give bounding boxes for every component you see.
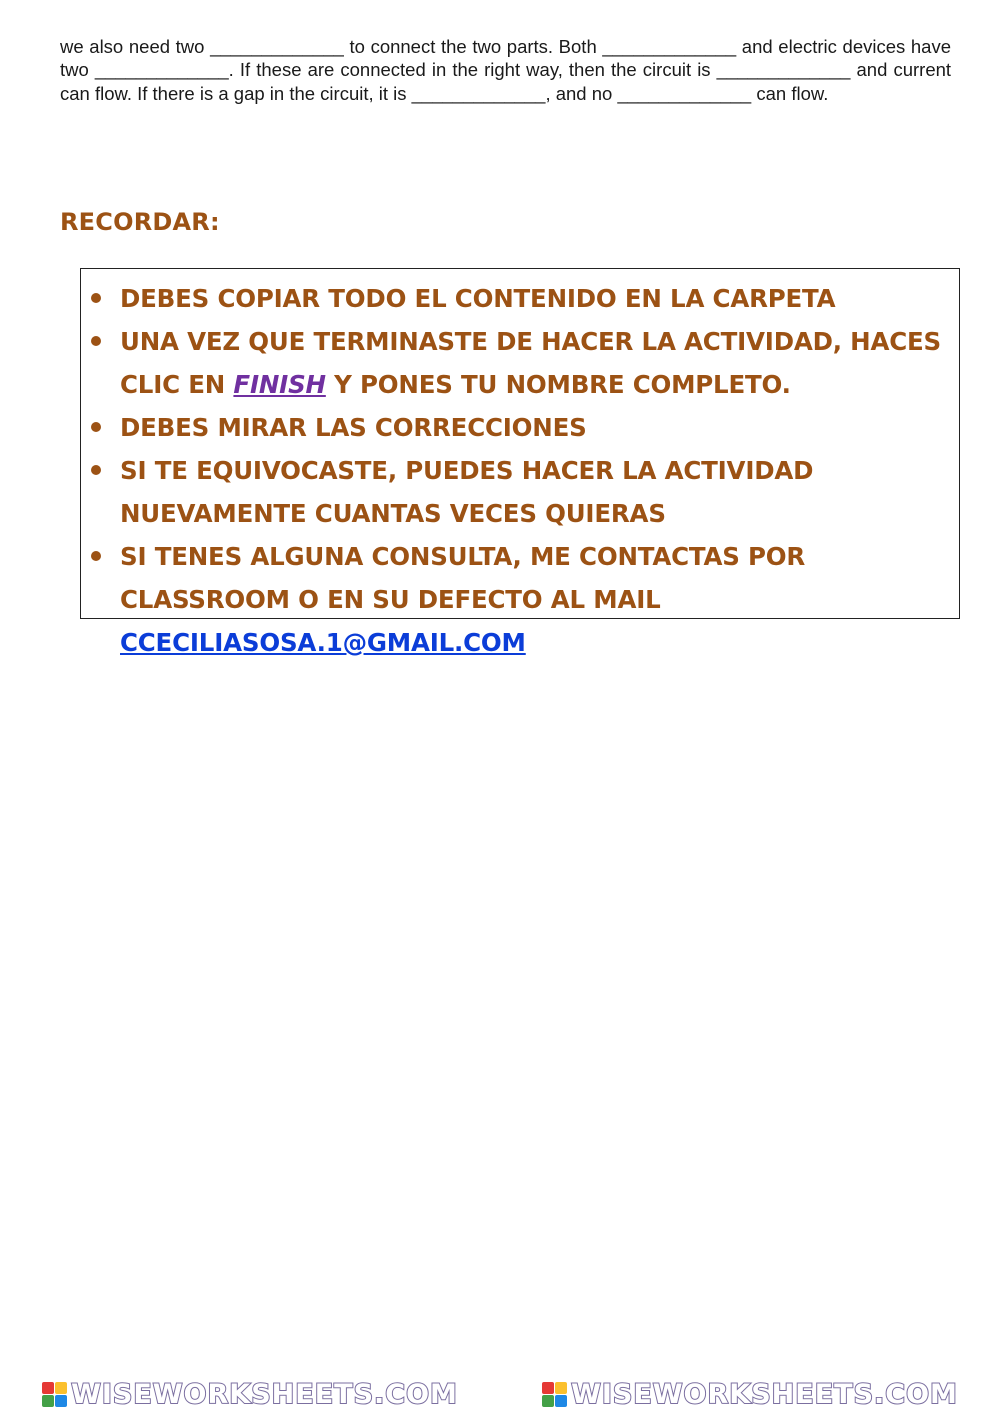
paragraph-text: and current can flow. If there is a gap in the circuit, it is xyxy=(60,59,952,104)
paragraph-text: we also need two xyxy=(60,36,205,57)
reminder-list xyxy=(81,277,949,664)
fill-in-paragraph xyxy=(60,35,951,105)
footer-watermark xyxy=(0,1376,1000,1413)
blank-4[interactable]: _____________ xyxy=(716,59,851,81)
wise-logo-icon xyxy=(42,1382,67,1407)
wise-logo-icon xyxy=(542,1382,567,1407)
blank-6[interactable]: _____________ xyxy=(617,82,752,104)
reminder-box xyxy=(80,268,960,657)
bullet-icon xyxy=(91,422,101,432)
bullet-icon xyxy=(91,551,101,561)
brand-logo xyxy=(542,1379,958,1410)
brand-text: WISEWORKSHEETS.COM xyxy=(71,1379,458,1410)
bullet-icon xyxy=(91,336,101,346)
email-link[interactable]: CCECILIASOSA.1@GMAIL.COM xyxy=(120,628,526,657)
reminder-text: Y PONES TU NOMBRE COMPLETO. xyxy=(334,370,791,399)
paragraph-text: and electric devices have two xyxy=(60,36,952,81)
brand-text: WISEWORKSHEETS.COM xyxy=(571,1379,958,1410)
reminder-item xyxy=(81,406,949,449)
reminder-text: UNA VEZ QUE TERMINASTE DE HACER LA ACTIVIDAD, HACES CLIC EN xyxy=(120,327,941,399)
paragraph-text: . If these are connected in the right way, then the circuit is xyxy=(228,59,711,81)
brand-logo xyxy=(42,1379,458,1410)
bullet-icon xyxy=(91,465,101,475)
reminder-text: DEBES COPIAR TODO EL CONTENIDO EN LA CARPETA xyxy=(120,284,836,313)
reminder-item xyxy=(81,320,949,406)
reminder-text: SI TE EQUIVOCASTE, PUEDES HACER LA ACTIVIDAD NUEVAMENTE CUANTAS VECES QUIERAS xyxy=(120,456,814,528)
blank-2[interactable]: _____________ xyxy=(602,36,737,57)
finish-link[interactable]: FINISH xyxy=(233,370,326,399)
paragraph-text: , and no xyxy=(545,82,613,104)
reminder-item xyxy=(81,277,949,320)
paragraph-text: to connect the two parts. Both xyxy=(349,36,597,57)
reminder-heading: RECORDAR: xyxy=(60,208,220,236)
bullet-icon xyxy=(91,293,101,303)
reminder-text: SI TENES ALGUNA CONSULTA, ME CONTACTAS POR CLASSROOM O EN SU DEFECTO AL MAIL xyxy=(120,542,806,614)
blank-3[interactable]: _____________ xyxy=(94,59,229,81)
reminder-text: DEBES MIRAR LAS CORRECCIONES xyxy=(120,413,587,442)
blank-1[interactable]: _____________ xyxy=(210,36,344,57)
paragraph-text: can flow. xyxy=(756,82,829,104)
reminder-item xyxy=(81,449,949,535)
reminder-item xyxy=(81,535,949,664)
blank-5[interactable]: _____________ xyxy=(411,82,546,104)
